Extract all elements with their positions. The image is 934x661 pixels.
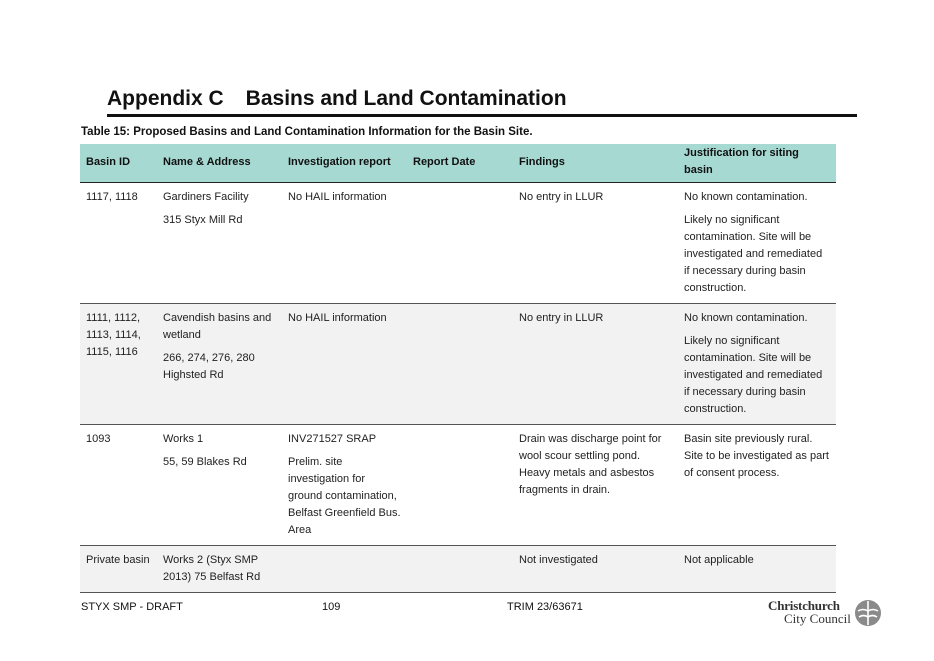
cell-name-address (157, 304, 282, 425)
site-name: Cavendish basins and wetland (163, 312, 272, 341)
logo-line-1: Christchurch (768, 598, 840, 613)
site-name: Gardiners Facility (163, 191, 249, 203)
cell-report-date (407, 425, 513, 546)
cell-findings: No entry in LLUR (513, 183, 678, 304)
footer-trim-reference: TRIM 23/63671 (507, 601, 583, 613)
footer-page-number: 109 (322, 601, 341, 613)
cell-basin-id: Private basin (80, 546, 157, 593)
site-name: Works 1 (163, 433, 204, 445)
cell-report: No HAIL information (282, 183, 407, 304)
justification-summary: No known contamination. (684, 312, 808, 324)
header-justification: Justification for siting basin (678, 144, 836, 183)
cell-basin-id: 1111, 1112, 1113, 1114, 1115, 1116 (80, 304, 157, 425)
council-logo (768, 598, 884, 628)
footer-document-name: STYX SMP - DRAFT (81, 601, 183, 613)
site-address: 315 Styx Mill Rd (163, 214, 243, 226)
cell-justification (678, 304, 836, 425)
header-basin-id: Basin ID (80, 144, 157, 183)
header-findings: Findings (513, 144, 678, 183)
table-row (80, 546, 836, 593)
heading-bar (107, 86, 857, 117)
appendix-title: Basins and Land Contamination (245, 87, 567, 110)
contamination-table (80, 144, 836, 593)
header-report-date: Report Date (407, 144, 513, 183)
cell-report: No HAIL information (282, 304, 407, 425)
header-name-address: Name & Address (157, 144, 282, 183)
table-caption: Table 15: Proposed Basins and Land Contamination Information for the Basin Site. (81, 126, 533, 138)
cell-basin-id: 1093 (80, 425, 157, 546)
cell-findings: Drain was discharge point for wool scour settling pond. Heavy metals and asbestos fragments in drain. (513, 425, 678, 546)
justification-detail: Likely no significant contamination. Site will be investigated and remediated if necessary during basin construction. (684, 214, 823, 294)
table-header-row (80, 144, 836, 183)
cell-basin-id: 1117, 1118 (80, 183, 157, 304)
cell-justification: Not applicable (678, 546, 836, 593)
page-title (107, 86, 857, 112)
cell-report-date (407, 304, 513, 425)
report-reference: INV271527 SRAP (288, 433, 377, 445)
cell-findings: Not investigated (513, 546, 678, 593)
appendix-label: Appendix C (107, 87, 224, 110)
cell-justification: Basin site previously rural. Site to be investigated as part of consent process. (678, 425, 836, 546)
table-row (80, 304, 836, 425)
site-address: 266, 274, 276, 280 Highsted Rd (163, 352, 255, 381)
report-description: Prelim. site investigation for ground contamination, Belfast Greenfield Bus. Area (288, 456, 401, 536)
table-row (80, 183, 836, 304)
cell-name-address: Works 2 (Styx SMP 2013) 75 Belfast Rd (157, 546, 282, 593)
cell-findings: No entry in LLUR (513, 304, 678, 425)
header-investigation-report: Investigation report (282, 144, 407, 183)
cell-report (282, 546, 407, 593)
table-row (80, 425, 836, 546)
cell-name-address (157, 183, 282, 304)
cell-report-date (407, 546, 513, 593)
justification-detail: Likely no significant contamination. Site will be investigated and remediated if necessary during basin construction. (684, 335, 823, 415)
logo-line-2: City Council (784, 611, 851, 626)
cell-justification (678, 183, 836, 304)
cell-report (282, 425, 407, 546)
site-address: 55, 59 Blakes Rd (163, 456, 247, 468)
cell-name-address (157, 425, 282, 546)
cell-report-date (407, 183, 513, 304)
justification-summary: No known contamination. (684, 191, 808, 203)
council-logo-icon (854, 599, 882, 627)
